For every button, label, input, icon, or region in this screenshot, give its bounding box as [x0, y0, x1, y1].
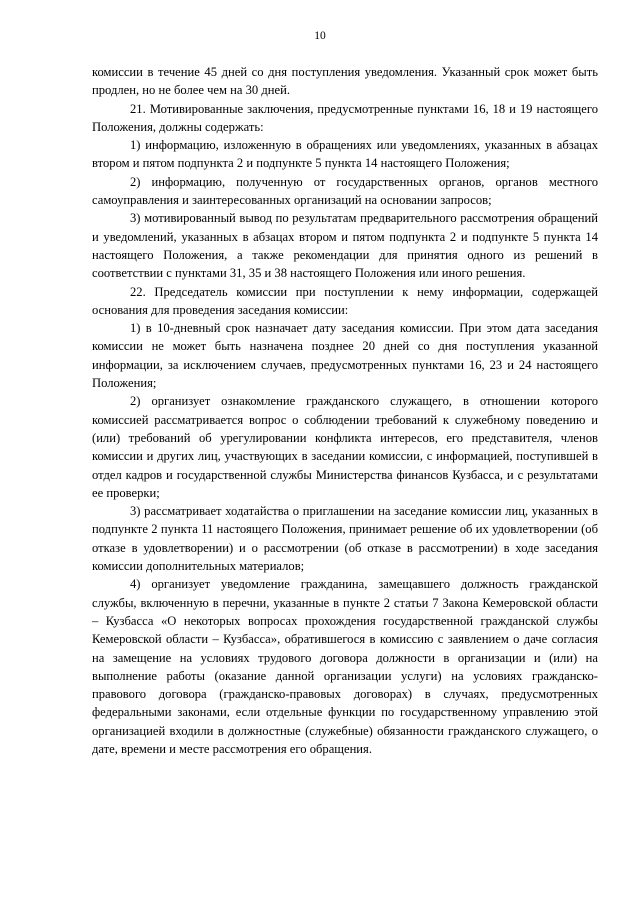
paragraph-continuation: комиссии в течение 45 дней со дня поступления уведомления. Указанный срок может быть продлен, но не более чем на 30 дней. [92, 65, 598, 98]
paragraph-22-subitem-4: 4) организует уведомление гражданина, замещавшего должность гражданской службы, включенную в перечни, указанные в пункте 2 статьи 7 Закона Кемеровской области – Кузбасса «О некоторых вопросах прохождения государственной гражданской службы Кемеровской области – Кузбасса», обратившегося в комиссию с заявлением о даче согласия на замещение на условиях трудового договора должности в организации и (или) на выполнение работы (оказание данной организации услуги) на условиях гражданско-правового договора (гражданско-правовых договорах) в случаях, предусмотренных федеральными законами, если отдельные функции по государственному управлению этой организацией входили в должностные (служебные) обязанности гражданского служащего, о дате, времени и месте рассмотрения его обращения. [92, 577, 598, 756]
document-body [92, 63, 598, 758]
paragraph-21-subitem-1: 1) информацию, изложенную в обращениях или уведомлениях, указанных в абзацах втором и пятом подпункта 2 и подпункте 5 пункта 14 настоящего Положения; [92, 138, 598, 171]
page-number: 10 [314, 30, 326, 42]
paragraph-22-subitem-2: 2) организует ознакомление гражданского служащего, в отношении которого комиссией рассматривается вопрос о соблюдении требований к служебному поведению и (или) требований об урегулировании конфликта интересов, его представителя, членов комиссии и других лиц, участвующих в заседании комиссии, с информацией, поступившей в отдел кадров и государственной службы Министерства финансов Кузбасса, и с результатами ее проверки; [92, 394, 598, 500]
paragraph-21-subitem-3: 3) мотивированный вывод по результатам предварительного рассмотрения обращений и уведомлений, указанных в абзацах втором и пятом подпункта 2 и подпункте 5 пункта 14 настоящего Положения, а также рекомендации для принятия одного из решений в соответствии с пунктами 31, 35 и 38 настоящего Положения или иного решения. [92, 211, 598, 281]
paragraph-21-subitem-2: 2) информацию, полученную от государственных органов, органов местного самоуправления и заинтересованных организаций на основании запросов; [92, 174, 598, 208]
paragraph-22-subitem-3: 3) рассматривает ходатайства о приглашении на заседание комиссии лиц, указанных в подпункте 2 пункта 11 настоящего Положения, принимает решение об их удовлетворении (об отказе в удовлетворении) и о рассмотрении (об отказе в рассмотрении) в ходе заседания комиссии дополнительных материалов; [92, 504, 598, 574]
paragraph-22-subitem-1: 1) в 10-дневный срок назначает дату заседания комиссии. При этом дата заседания комиссии не может быть назначена позднее 20 дней со дня поступления указанной информации, за исключением случаев, предусмотренных пунктами 16, 23 и 24 настоящего Положения; [92, 321, 598, 391]
paragraph-item-22: 22. Председатель комиссии при поступлении к нему информации, содержащей основания для проведения заседания комиссии: [92, 284, 598, 317]
paragraph-item-21: 21. Мотивированные заключения, предусмотренные пунктами 16, 18 и 19 настоящего Положения, должны содержать: [92, 101, 598, 134]
